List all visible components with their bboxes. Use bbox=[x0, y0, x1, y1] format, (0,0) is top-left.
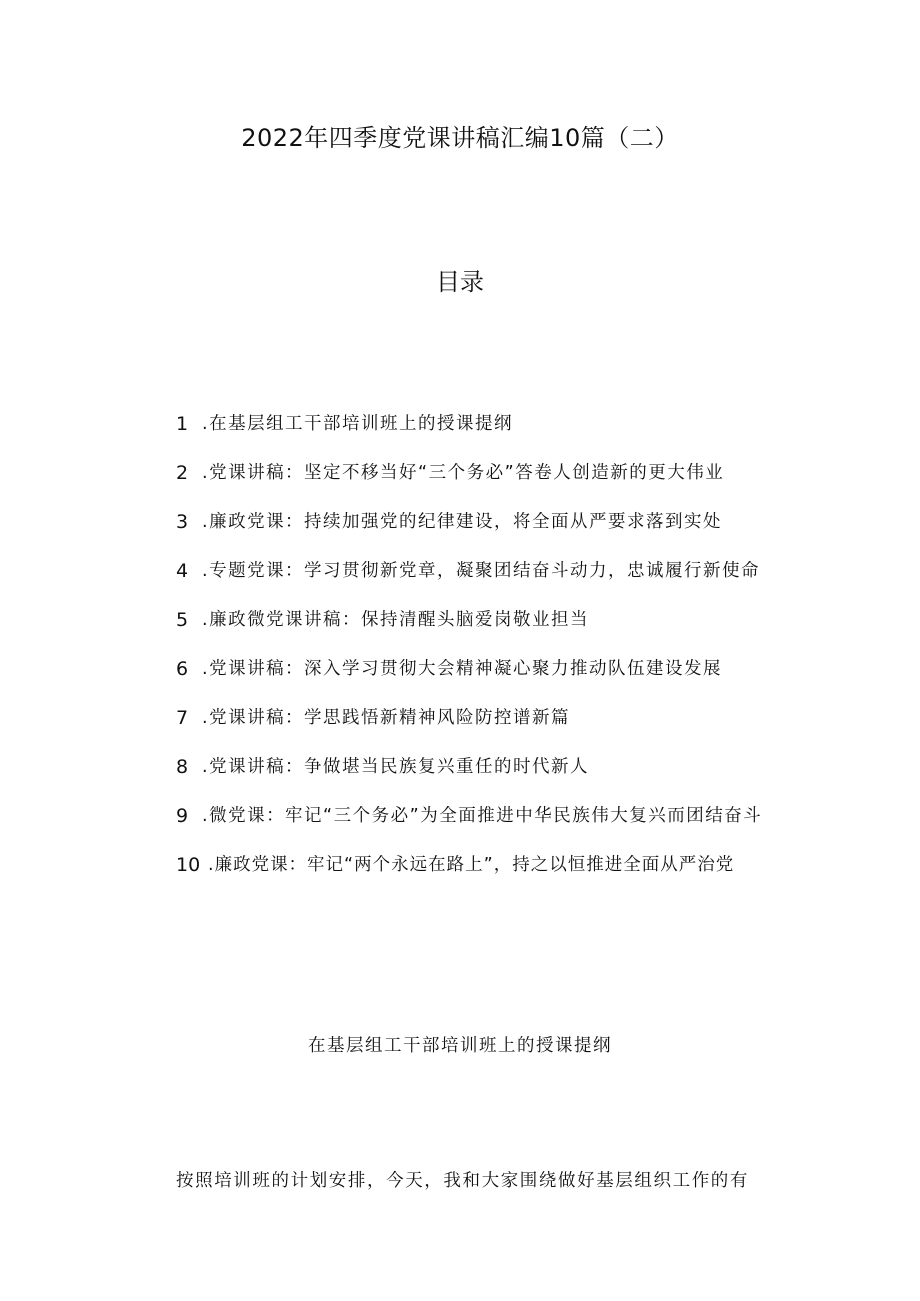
section-title: 在基层组工干部培训班上的授课提纲 bbox=[308, 1036, 612, 1056]
toc-item-8[interactable] bbox=[176, 743, 800, 792]
toc-item-5[interactable] bbox=[176, 596, 800, 645]
toc-item-text: .党课讲稿：坚定不移当好“三个务必”答卷人创造新的更大伟业 bbox=[202, 463, 725, 483]
toc-item-number: 1 bbox=[176, 413, 190, 435]
toc-item-number: 6 bbox=[176, 658, 190, 680]
toc-item-number: 9 bbox=[176, 805, 190, 827]
toc-item-text: .专题党课：学习贯彻新党章，凝聚团结奋斗动力，忠诚履行新使命 bbox=[202, 561, 761, 581]
toc-item-text: .廉政微党课讲稿：保持清醒头脑爱岗敬业担当 bbox=[202, 610, 590, 630]
toc-item-10[interactable] bbox=[176, 841, 748, 890]
body-paragraph: 按照培训班的计划安排，今天，我和大家围绕做好基层组织工作的有 bbox=[176, 1171, 749, 1191]
toc-item-9[interactable] bbox=[176, 792, 794, 841]
toc-item-2[interactable] bbox=[176, 449, 800, 498]
toc-item-4[interactable] bbox=[176, 547, 800, 596]
toc-item-number: 2 bbox=[176, 462, 190, 484]
toc-item-text: .微党课：牢记“三个务必”为全面推进中华民族伟大复兴而团结奋斗 bbox=[202, 806, 763, 826]
toc-item-number: 8 bbox=[176, 756, 190, 778]
toc-item-text: .党课讲稿：深入学习贯彻大会精神凝心聚力推动队伍建设发展 bbox=[202, 659, 723, 679]
toc-item-text: .廉政党课：牢记“两个永远在路上”，持之以恒推进全面从严治党 bbox=[208, 855, 735, 875]
toc-item-3[interactable] bbox=[176, 498, 800, 547]
toc-item-text: .廉政党课：持续加强党的纪律建设，将全面从严要求落到实处 bbox=[202, 512, 723, 532]
toc-heading: 目录 bbox=[436, 268, 484, 296]
document-title: 2022年四季度党课讲稿汇编10篇（二） bbox=[241, 124, 679, 152]
table-of-contents bbox=[176, 400, 800, 890]
toc-item-text: .党课讲稿：争做堪当民族复兴重任的时代新人 bbox=[202, 757, 590, 777]
toc-item-text: .党课讲稿：学思践悟新精神风险防控谱新篇 bbox=[202, 708, 571, 728]
toc-item-number: 5 bbox=[176, 609, 190, 631]
toc-item-number: 10 bbox=[176, 854, 201, 876]
toc-item-1[interactable] bbox=[176, 400, 800, 449]
toc-item-text: .在基层组工干部培训班上的授课提纲 bbox=[202, 414, 514, 434]
toc-item-7[interactable] bbox=[176, 694, 800, 743]
toc-item-number: 3 bbox=[176, 511, 190, 533]
toc-item-number: 4 bbox=[176, 560, 190, 582]
toc-item-number: 7 bbox=[176, 707, 190, 729]
toc-item-6[interactable] bbox=[176, 645, 800, 694]
